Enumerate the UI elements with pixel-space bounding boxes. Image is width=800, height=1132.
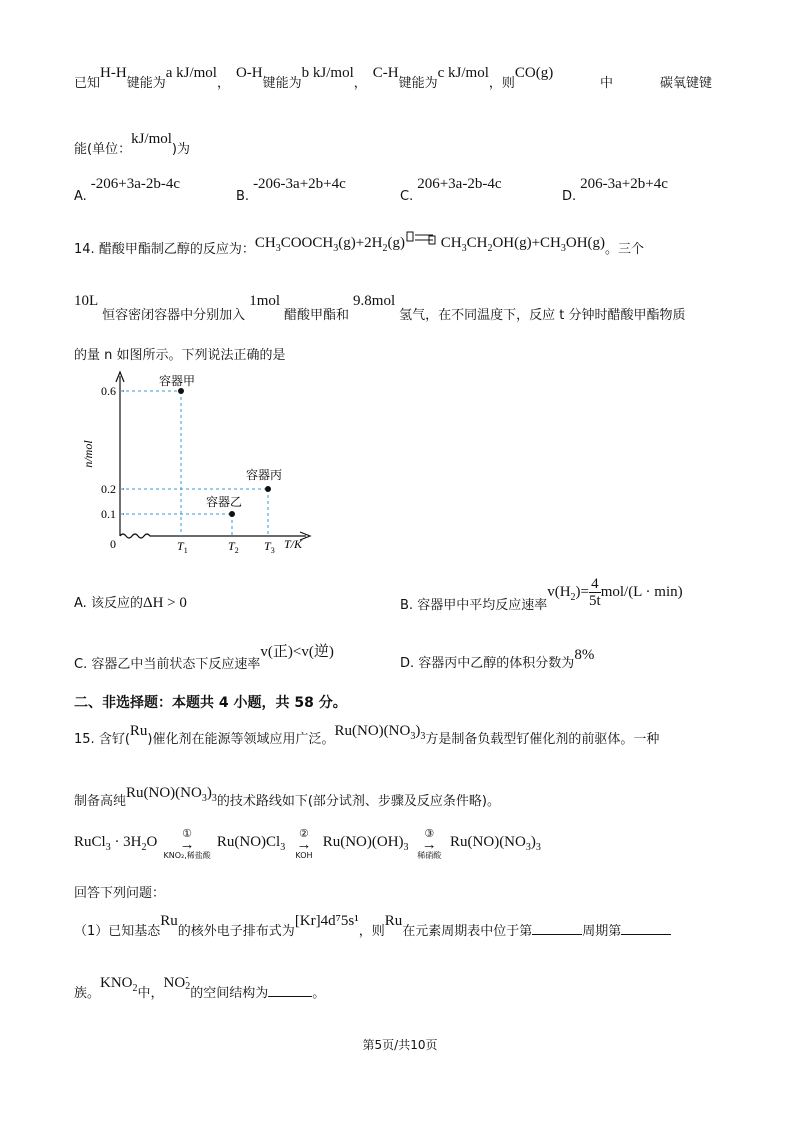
q13-oh: O-H (235, 65, 263, 81)
q15-kno2: $KNO_2$ (100, 975, 138, 994)
route-intermediate-2: $Ru(NO)(OH)_3$ (322, 834, 409, 853)
q14-stem1: 醋酸甲酯制乙醇的反应为： (98, 242, 255, 257)
option-text: 206+3a-2b-4c (417, 176, 502, 192)
q15-sub2d: 。 (312, 986, 326, 1001)
q13-option-d[interactable] (562, 176, 668, 204)
q14-stem2a: 恒容密闭容器中分别加入 (102, 308, 246, 323)
q15-sub1 (74, 910, 671, 939)
option-letter: D. (562, 189, 577, 204)
q15-sub1e: 周期第 (582, 924, 622, 939)
x-axis-break (120, 534, 154, 538)
arrow-icon: → (296, 837, 312, 853)
q15-ru-2: Ru (160, 913, 178, 929)
q15-sub1d: 在元素周期表中位于第 (402, 924, 533, 939)
q15-sub1a: （1）已知基态 (74, 924, 161, 939)
q13-co-bond: 碳氧键键 (660, 76, 713, 91)
q15-line1 (74, 720, 660, 747)
origin-label: 0 (110, 537, 116, 551)
q15-formula-2: $Ru(NO)(NO_3)_3$ (126, 785, 217, 804)
y-tick-label: 0.1 (101, 507, 116, 521)
q15-stem2a: 制备高纯 (74, 794, 127, 809)
q14-vol: 10L (74, 293, 99, 309)
option-text: -206-3a+2b+4c (253, 176, 346, 192)
period-answer-blank[interactable] (532, 920, 582, 935)
q15-ru: Ru (129, 723, 148, 739)
q14-chart (78, 368, 318, 568)
no2-text: NO (163, 975, 186, 991)
option-text: 容器乙中当前状态下反应速率 (91, 657, 261, 672)
q13-comma-2: ， (353, 76, 367, 91)
y-tick-label: 0.2 (101, 482, 116, 496)
route-start: RuCl$_3$ · $3H_2O$ (74, 834, 158, 853)
q14-amt1: 1mol (249, 293, 281, 309)
q13-co: CO(g) (514, 65, 554, 81)
route-intermediate-1: $Ru(NO)Cl_3$ (216, 834, 286, 853)
q14-line1 (74, 232, 645, 257)
step-label: ② (299, 828, 309, 840)
q15-sub2b: 中， (137, 986, 164, 1001)
reagent-label: KNO₂,稀盐酸 (163, 851, 211, 860)
route-arrow-1 (161, 828, 213, 862)
y-tick-label: 0.6 (101, 384, 116, 398)
y-axis-title: n/mol (81, 440, 95, 468)
q13-a-val: a kJ/mol (165, 65, 217, 81)
option-letter: C. (74, 657, 88, 672)
q15-sub1b: 的核外电子排布式为 (177, 924, 295, 939)
q13-bond-word-2: 键能为 (262, 76, 302, 91)
x-axis-title: T/K (284, 537, 303, 551)
q15-no2: NO - 2 (163, 972, 191, 992)
option-letter: B. (236, 189, 250, 204)
q14-option-d[interactable] (400, 644, 595, 671)
chart-axes (116, 372, 310, 540)
q13-unit: kJ/mol (131, 131, 172, 147)
option-letter: A. (74, 189, 87, 204)
q15-sub1c: ，则 (358, 924, 385, 939)
route-arrow-2 (289, 828, 319, 862)
group-answer-blank[interactable] (621, 920, 671, 935)
option-text: 容器甲中平均反应速率 (417, 598, 548, 613)
q14-stem2b: 醋酸甲酯和 (284, 308, 350, 323)
x-tick-label: $T_3$ (264, 539, 275, 555)
q15-stem2b: 的技术路线如下(部分试剂、步骤及反应条件略)。 (216, 794, 500, 809)
q15-answer-prompt: 回答下列问题： (74, 886, 166, 901)
q15-sub2c: 的空间结构为 (190, 986, 269, 1001)
q13-zhong: 中 (600, 76, 614, 91)
q14-tail1: 。三个 (605, 242, 645, 257)
point-label: 容器乙 (206, 495, 243, 509)
q14-amt2: 9.8mol (353, 293, 396, 309)
q14-number: 14. (74, 242, 95, 257)
page-footer: 第5页/共10页 (362, 1038, 438, 1052)
option-unit: mol/(L · min) (600, 583, 683, 600)
point-label: 容器甲 (159, 374, 196, 388)
q13-option-c[interactable] (400, 176, 502, 204)
equilibrium-arrow-icon (405, 231, 437, 250)
q13-option-a[interactable] (74, 176, 181, 204)
option-text: 该反应的 (90, 596, 143, 611)
q13-c-val: c kJ/mol (437, 65, 489, 81)
option-expr: ΔH > 0 (142, 595, 187, 611)
reagent-label: KOH (295, 851, 313, 860)
q14-equation: $CH_3COOCH_3(g)+2H_2(g)$ $CH_3CH_2OH(g)+CH_3OH(g)$ (255, 235, 605, 251)
point-label: 容器丙 (246, 468, 283, 482)
q14-option-b[interactable] (400, 566, 683, 613)
q15-config: [Kr]4d⁷5s¹ (294, 913, 359, 929)
q13-option-b[interactable] (236, 176, 346, 204)
structure-answer-blank[interactable] (268, 982, 312, 997)
step-label: ③ (424, 828, 435, 840)
q13-then: ，则 (488, 76, 515, 91)
q13-line2-a: 能(单位： (74, 142, 132, 157)
q14-stem3: 的量 n 如图所示。下列说法正确的是 (74, 348, 286, 363)
data-point (265, 486, 271, 492)
q15-ru-3: Ru (384, 913, 403, 929)
q13-line2-b: )为 (171, 142, 190, 157)
q15-number: 15. (74, 732, 95, 747)
fraction: $\frac{4}{5t}$ (589, 576, 601, 609)
option-text: 容器丙中乙醇的体积分数为 (418, 656, 575, 671)
option-rate: $v(H_2)=$ $\frac{4}{5t}$ mol/(L · min) (547, 576, 683, 609)
option-letter: B. (400, 598, 414, 613)
data-point (229, 511, 235, 517)
option-letter: A. (74, 596, 87, 611)
q14-stem2c: 氢气，在不同温度下，反应 t 分钟时醋酸甲酯物质 (399, 308, 686, 323)
q13-prefix: 已知 (74, 76, 101, 91)
step-label: ① (182, 828, 193, 840)
q15-line2 (74, 782, 500, 809)
q13-hh: H-H (100, 65, 127, 81)
q13-ch: C-H (372, 65, 399, 81)
q15-formula-1: $Ru(NO)(NO_3)_3$ (334, 723, 426, 742)
option-val: 8% (574, 647, 595, 663)
q15-route (74, 828, 541, 868)
q14-option-a[interactable] (74, 592, 187, 612)
q14-line2 (74, 290, 686, 323)
route-product: $Ru(NO)(NO_3)_3$ (450, 834, 541, 853)
arrow-icon: → (179, 837, 195, 853)
option-letter: D. (400, 656, 415, 671)
chart-labels (81, 373, 303, 555)
q15-stem1b: )催化剂在能源等领域应用广泛。 (147, 732, 335, 747)
kno2-text: KNO (100, 975, 133, 991)
q15-stem1a: 含钌( (98, 732, 130, 747)
q15-sub2 (74, 972, 326, 1001)
option-expr: v(正)<v(逆) (260, 644, 334, 660)
q13-bond-word-3: 键能为 (398, 76, 438, 91)
reagent-label: 稀硝酸 (417, 851, 442, 860)
q15-stem1c: 方是制备负载型钌催化剂的前驱体。一种 (425, 732, 660, 747)
x-tick-label: $T_1$ (177, 539, 188, 555)
data-point (178, 388, 184, 394)
arrow-icon: → (421, 837, 437, 853)
route-arrow-3 (412, 828, 446, 862)
x-tick-label: $T_2$ (228, 539, 239, 555)
option-text: -206+3a-2b-4c (90, 176, 181, 192)
q13-bond-word-1: 键能为 (126, 76, 166, 91)
option-text: 206-3a+2b+4c (580, 176, 668, 192)
option-letter: C. (400, 189, 414, 204)
q13-comma-1: ， (216, 76, 230, 91)
q13-line2 (74, 128, 190, 157)
chart-guides (120, 391, 268, 536)
q13-line1 (74, 62, 554, 91)
q15-sub2a: 族。 (74, 986, 101, 1001)
section2-heading: 二、非选择题：本题共 4 小题，共 58 分。 (74, 695, 347, 711)
q14-option-c[interactable] (74, 640, 334, 672)
q13-b-val: b kJ/mol (301, 65, 354, 81)
